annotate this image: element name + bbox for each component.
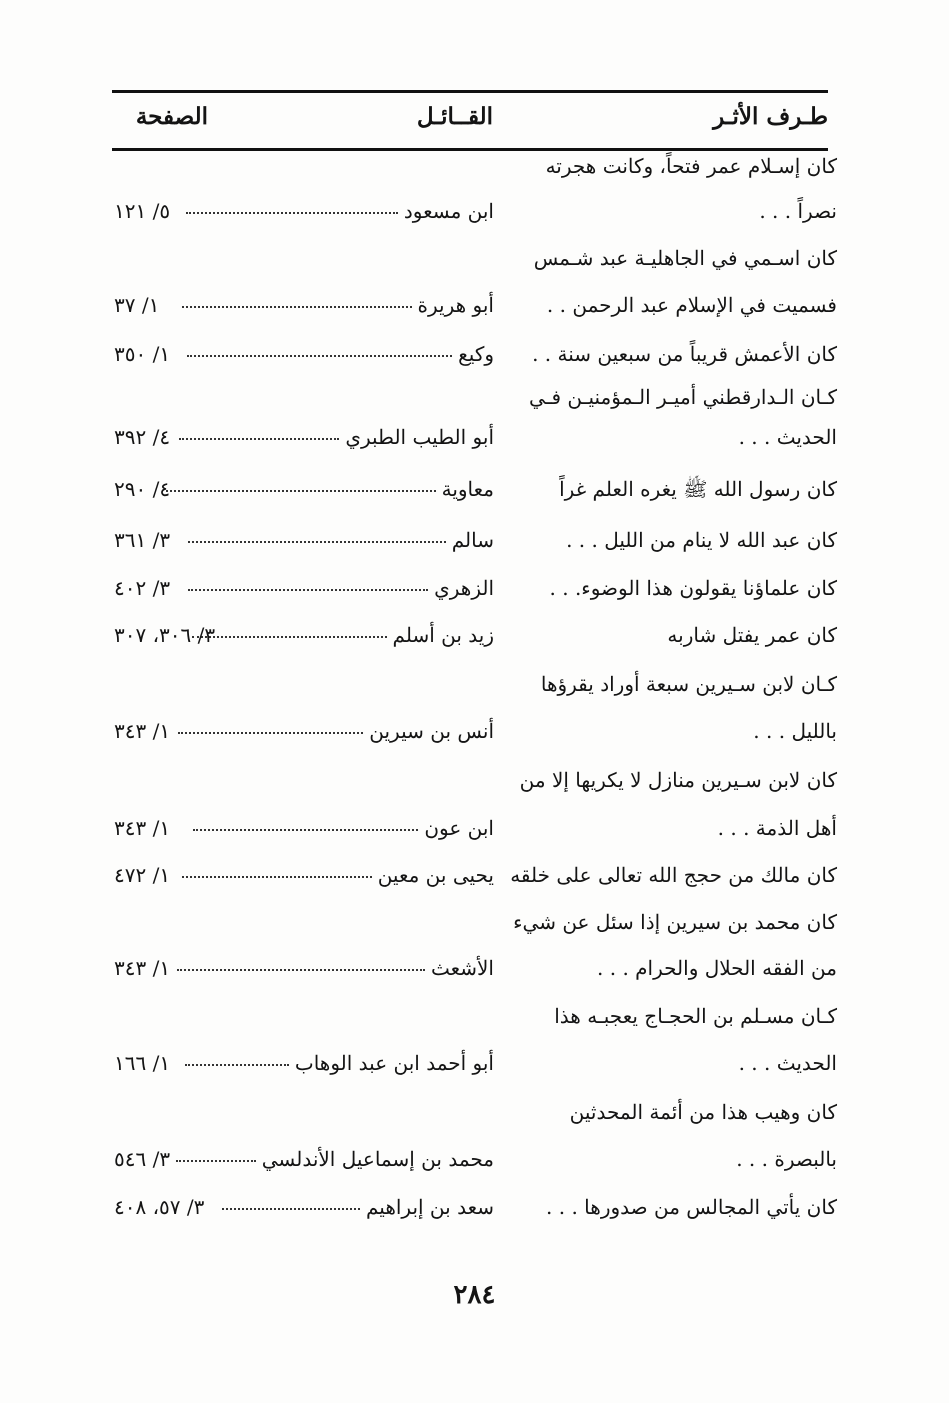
page-reference: ٤/ ٣٩٢ bbox=[114, 425, 171, 449]
page-reference: ٣/ ٤٠٢ bbox=[114, 576, 171, 600]
narrator-cell bbox=[182, 292, 494, 318]
leader-dots bbox=[193, 828, 418, 831]
page-reference: ٣/ ٣٠٦، ٣٠٧ bbox=[114, 623, 216, 647]
entry-text-line: كان الأعمش قريباً من سبعين سنة . . bbox=[532, 342, 837, 366]
entry-text-line: كان إسـلام عمر فتحاً، وكانت هجرته bbox=[545, 154, 837, 178]
narrator-cell bbox=[176, 1146, 494, 1172]
narrator-name: سالم bbox=[451, 528, 494, 552]
narrator-name: أبو أحمد ابن عبد الوهاب bbox=[294, 1051, 494, 1075]
page-reference: ٤/ ٢٩٠ bbox=[114, 477, 171, 501]
narrator-name: زيد بن أسلم bbox=[392, 623, 494, 647]
entry-text-line: كان رسول الله ﷺ يغره العلم غراً bbox=[559, 477, 837, 501]
leader-dots bbox=[166, 489, 436, 492]
leader-dots bbox=[188, 540, 446, 543]
page-reference: ٣/ ٣٦١ bbox=[114, 528, 171, 552]
leader-dots bbox=[176, 1159, 256, 1162]
entry-text-line: بالبصرة . . . bbox=[736, 1147, 837, 1171]
narrator-name: معاوية bbox=[441, 477, 494, 501]
narrator-name: الأشعث bbox=[430, 956, 494, 980]
narrator-cell bbox=[166, 476, 494, 502]
entry-text-line: كان علماؤنا يقولون هذا الوضوء. . . bbox=[549, 576, 837, 600]
entry-text-line: من الفقه الحلال والحرام . . . bbox=[597, 956, 837, 980]
entry-text-line: كان عبد الله لا ينام من الليل . . . bbox=[566, 528, 837, 552]
page-reference: ١/ ٣٤٣ bbox=[114, 956, 171, 980]
column-header-athar: طـرف الأثـر bbox=[713, 103, 828, 130]
leader-dots bbox=[188, 588, 428, 591]
entry-text-line: بالليل . . . bbox=[753, 719, 837, 743]
leader-dots bbox=[187, 354, 452, 357]
leader-dots bbox=[182, 305, 412, 308]
narrator-name: ابن عون bbox=[424, 816, 494, 840]
entry-text-line: الحديث . . . bbox=[738, 425, 837, 449]
entry-text-line: أهل الذمة . . . bbox=[717, 816, 837, 840]
narrator-cell bbox=[188, 527, 494, 553]
entry-text-line: كان اسـمي في الجاهليـة عبد شـمس bbox=[533, 246, 837, 270]
page-reference: ١/ ٣٤٣ bbox=[114, 719, 171, 743]
column-header-narrator: القــائـل bbox=[416, 103, 493, 130]
entry-text-line: كان عمر يفتل شاربه bbox=[667, 623, 837, 647]
page-reference: ٣/ ٥٧، ٤٠٨ bbox=[114, 1195, 205, 1219]
narrator-cell bbox=[178, 718, 494, 744]
narrator-cell bbox=[182, 862, 494, 888]
leader-dots bbox=[185, 1063, 289, 1066]
leader-dots bbox=[177, 968, 425, 971]
page-reference: ٣/ ٥٤٦ bbox=[114, 1147, 171, 1171]
page-reference: ٥/ ١٢١ bbox=[114, 199, 171, 223]
leader-dots bbox=[192, 635, 387, 638]
entry-text-line: فسميت في الإسلام عبد الرحمن . . bbox=[546, 293, 837, 317]
narrator-name: ابن مسعود bbox=[403, 199, 494, 223]
page-reference: ١/ ٣٥٠ bbox=[114, 342, 171, 366]
page-reference: ١/ ٤٧٢ bbox=[114, 863, 171, 887]
entry-text-line: كـان مسـلم بن الحجـاج يعجبـه هذا bbox=[554, 1004, 837, 1028]
narrator-cell bbox=[187, 341, 494, 367]
leader-dots bbox=[182, 875, 372, 878]
narrator-name: أبو الطيب الطبري bbox=[345, 425, 494, 449]
narrator-cell bbox=[192, 622, 494, 648]
entry-text-line: كان يأتي المجالس من صدورها . . . bbox=[546, 1195, 837, 1219]
entry-text-line: نصراً . . . bbox=[759, 199, 837, 223]
entry-text-line: كـان لابن سـيرين سبعة أوراد يقرؤها bbox=[540, 672, 837, 696]
entry-text-line: كـان الـدارقطني أميـر الـمؤمنيـن فـي bbox=[528, 385, 837, 409]
page-reference: ١/ ١٦٦ bbox=[114, 1051, 171, 1075]
narrator-name: سعد بن إبراهيم bbox=[365, 1195, 494, 1219]
leader-dots bbox=[186, 211, 398, 214]
leader-dots bbox=[222, 1207, 360, 1210]
entry-text-line: الحديث . . . bbox=[738, 1051, 837, 1075]
narrator-cell bbox=[177, 955, 494, 981]
leader-dots bbox=[179, 437, 339, 440]
leader-dots bbox=[178, 731, 363, 734]
narrator-cell bbox=[222, 1194, 494, 1220]
narrator-cell bbox=[188, 575, 494, 601]
narrator-cell bbox=[185, 1050, 494, 1076]
narrator-name: أنس بن سيرين bbox=[369, 719, 494, 743]
narrator-cell bbox=[193, 815, 494, 841]
page-reference: ١/ ٣٧ bbox=[114, 293, 160, 317]
narrator-name: الزهري bbox=[434, 576, 494, 600]
entry-text-line: كان محمد بن سيرين إذا سئل عن شيء bbox=[513, 910, 837, 934]
narrator-name: أبو هريرة bbox=[417, 293, 494, 317]
entry-text-line: كان وهيب هذا من أئمة المحدثين bbox=[569, 1100, 837, 1124]
column-header-page: الصفحة bbox=[135, 103, 208, 130]
page-number: ٢٨٤ bbox=[453, 1280, 496, 1310]
page-reference: ١/ ٣٤٣ bbox=[114, 816, 171, 840]
entry-text-line: كان لابن سـيرين منازل لا يكريها إلا من bbox=[519, 768, 837, 792]
narrator-name: محمد بن إسماعيل الأندلسي bbox=[261, 1147, 494, 1171]
narrator-cell bbox=[186, 198, 494, 224]
narrator-cell bbox=[179, 424, 494, 450]
narrator-name: يحيى بن معين bbox=[377, 863, 494, 887]
entry-text-line: كان مالك من حجج الله تعالى على خلقه bbox=[510, 863, 837, 887]
narrator-name: وكيع bbox=[458, 342, 494, 366]
